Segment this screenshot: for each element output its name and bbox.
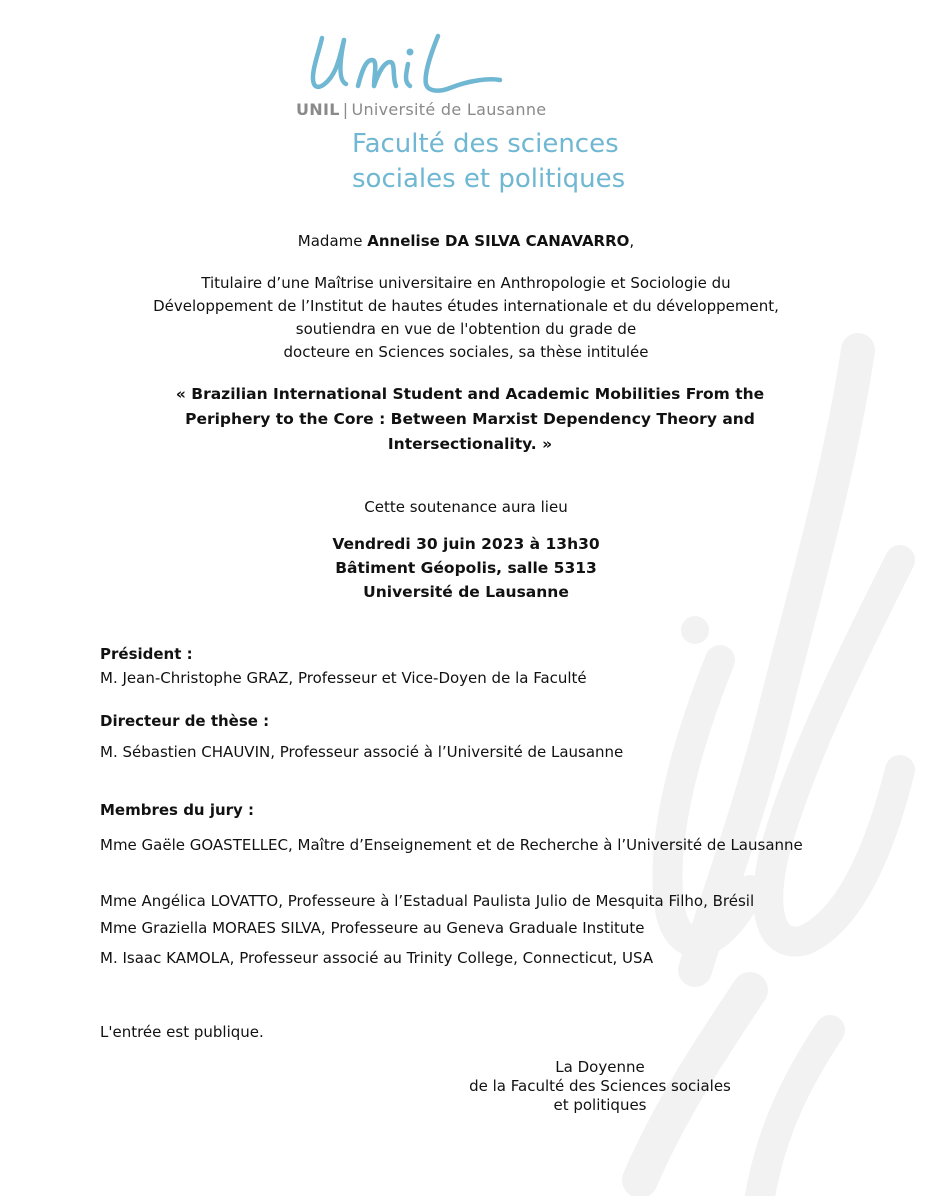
intro-line: soutiendra en vue de l'obtention du grade de bbox=[295, 320, 637, 338]
candidate-intro bbox=[0, 272, 932, 364]
unil-short-name: UNIL bbox=[296, 100, 340, 119]
unil-logo-script bbox=[300, 30, 510, 100]
jury-heading: Membres du jury : bbox=[100, 801, 255, 819]
intro-line: Développement de l’Institut de hautes études internationale et du développement, bbox=[153, 297, 779, 315]
faculty-line-1: Faculté des sciences bbox=[352, 129, 619, 159]
faculty-line-2: sociales et politiques bbox=[352, 164, 626, 194]
jury-member: Mme Gaële GOASTELLEC, Maître d’Enseignement et de Recherche à l’Université de Lausanne bbox=[100, 836, 803, 854]
signature-line: La Doyenne bbox=[555, 1058, 645, 1076]
defense-date: Vendredi 30 juin 2023 à 13h30 bbox=[332, 535, 600, 553]
thesis-title-line: Periphery to the Core : Between Marxist Dependency Theory and bbox=[185, 410, 755, 428]
candidate-salutation bbox=[0, 232, 932, 250]
director-heading: Directeur de thèse : bbox=[100, 712, 270, 730]
director-line: M. Sébastien CHAUVIN, Professeur associé à l’Université de Lausanne bbox=[100, 743, 624, 761]
jury-member: Mme Angélica LOVATTO, Professeure à l’Estadual Paulista Julio de Mesquita Filho, Brésil bbox=[100, 892, 755, 910]
president-line: M. Jean-Christophe GRAZ, Professeur et Vice-Doyen de la Faculté bbox=[100, 669, 587, 687]
intro-line: docteure en Sciences sociales, sa thèse intitulée bbox=[283, 343, 649, 361]
jury-member: M. Isaac KAMOLA, Professeur associé au Trinity College, Connecticut, USA bbox=[100, 949, 654, 967]
candidate-suffix: , bbox=[629, 232, 635, 250]
faculty-name bbox=[352, 127, 625, 197]
candidate-prefix: Madame bbox=[297, 232, 363, 250]
defense-details bbox=[0, 532, 932, 604]
signature-block bbox=[440, 1058, 760, 1115]
defense-university: Université de Lausanne bbox=[363, 583, 569, 601]
signature-line: de la Faculté des Sciences sociales bbox=[469, 1077, 731, 1095]
university-logo-line bbox=[296, 100, 546, 119]
public-note: L'entrée est publique. bbox=[100, 1023, 264, 1041]
defense-room: Bâtiment Géopolis, salle 5313 bbox=[335, 559, 597, 577]
logo-separator: | bbox=[342, 100, 349, 119]
intro-line: Titulaire d’une Maîtrise universitaire en Anthropologie et Sociologie du bbox=[201, 274, 731, 292]
thesis-title-line: Intersectionality. » bbox=[387, 435, 553, 453]
president-heading: Président : bbox=[100, 645, 193, 663]
thesis-title bbox=[150, 382, 790, 457]
defense-intro: Cette soutenance aura lieu bbox=[364, 498, 568, 516]
university-name: Université de Lausanne bbox=[351, 100, 547, 119]
candidate-name: Annelise DA SILVA CANAVARRO bbox=[367, 232, 630, 250]
thesis-title-line: « Brazilian International Student and Academic Mobilities From the bbox=[175, 385, 765, 403]
signature-line: et politiques bbox=[553, 1096, 647, 1114]
jury-member: Mme Graziella MORAES SILVA, Professeure au Geneva Graduale Institute bbox=[100, 919, 645, 937]
